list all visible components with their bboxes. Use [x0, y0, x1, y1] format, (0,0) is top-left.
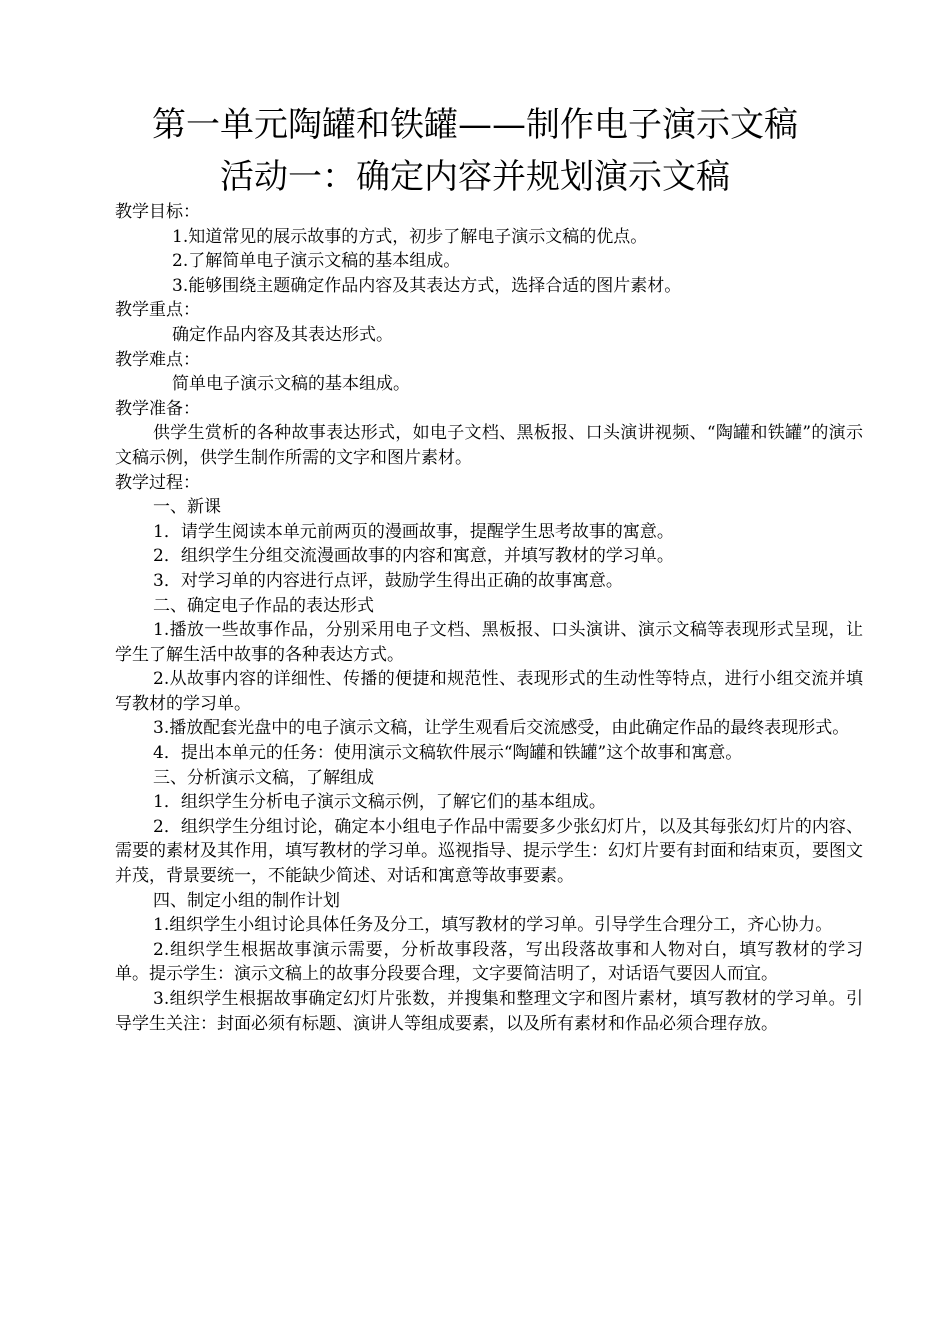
key-points-text: 确定作品内容及其表达形式。 [172, 324, 393, 345]
section-item: 3.播放配套光盘中的电子演示文稿，让学生观看后交流感受，由此确定作品的最终表现形式。 [153, 718, 850, 739]
section-item: 2.组织学生根据故事演示需要，分析故事段落，写出段落故事和人物对白，填写教材的学习单。提示学生：演示文稿上的故事分段要合理，文字要简洁明了，对话语气要因人而宜。 [115, 939, 863, 985]
difficulties-text: 简单电子演示文稿的基本组成。 [172, 374, 410, 395]
section-item: 3．对学习单的内容进行点评，鼓励学生得出正确的故事寓意。 [153, 570, 623, 591]
document-title: 第一单元陶罐和铁罐——制作电子演示文稿 [152, 105, 798, 145]
section-item: 2．组织学生分组讨论，确定本小组电子作品中需要多少张幻灯片，以及其每张幻灯片的内容、需要的素材及其作用，填写教材的学习单。巡视指导、提示学生：幻灯片要有封面和结束页，要图文并茂，背景要统一，不能缺少简述、对话和寓意等故事要素。 [115, 816, 863, 887]
section-item: 4．提出本单元的任务：使用演示文稿软件展示“陶罐和铁罐”这个故事和寓意。 [153, 743, 743, 764]
section-heading: 二、确定电子作品的表达形式 [153, 595, 374, 616]
section-item: 1.播放一些故事作品，分别采用电子文档、黑板报、口头演讲、演示文稿等表现形式呈现，让学生了解生活中故事的各种表达方式。 [115, 620, 863, 665]
section-heading: 四、制定小组的制作计划 [153, 890, 340, 911]
preparation-text: 供学生赏析的各种故事表达形式，如电子文档、黑板报、口头演讲视频、“陶罐和铁罐”的演示文稿示例，供学生制作所需的文字和图片素材。 [115, 423, 863, 468]
section-item: 2．组织学生分组交流漫画故事的内容和寓意，并填写教材的学习单。 [153, 546, 674, 567]
section-item: 2.从故事内容的详细性、传播的便捷和规范性、表现形式的生动性等特点，进行小组交流并填写教材的学习单。 [115, 669, 863, 714]
section-item: 1．请学生阅读本单元前两页的漫画故事，提醒学生思考故事的寓意。 [153, 521, 674, 542]
objectives-heading: 教学目标： [115, 202, 200, 222]
preparation-heading: 教学准备： [115, 398, 200, 419]
process-heading: 教学过程： [115, 472, 200, 493]
key-points-heading: 教学重点： [115, 300, 200, 321]
section-item: 1.组织学生小组讨论具体任务及分工，填写教材的学习单。引导学生合理分工，齐心协力。 [153, 915, 833, 936]
objective-item: 3.能够围绕主题确定作品内容及其表达方式，选择合适的图片素材。 [172, 275, 682, 296]
difficulties-heading: 教学难点： [115, 349, 200, 370]
section-heading: 三、分析演示文稿，了解组成 [153, 767, 374, 788]
document-body [115, 200, 863, 1036]
objective-item: 1.知道常见的展示故事的方式，初步了解电子演示文稿的优点。 [172, 226, 648, 247]
section-heading: 一、新课 [153, 497, 221, 518]
objective-item: 2.了解简单电子演示文稿的基本组成。 [172, 251, 461, 272]
section-item: 3.组织学生根据故事确定幻灯片张数，并搜集和整理文字和图片素材，填写教材的学习单。引导学生关注：封面必须有标题、演讲人等组成要素，以及所有素材和作品必须合理存放。 [115, 989, 863, 1034]
document-subtitle: 活动一：确定内容并规划演示文稿 [220, 157, 730, 197]
section-item: 1．组织学生分析电子演示文稿示例，了解它们的基本组成。 [153, 792, 606, 813]
